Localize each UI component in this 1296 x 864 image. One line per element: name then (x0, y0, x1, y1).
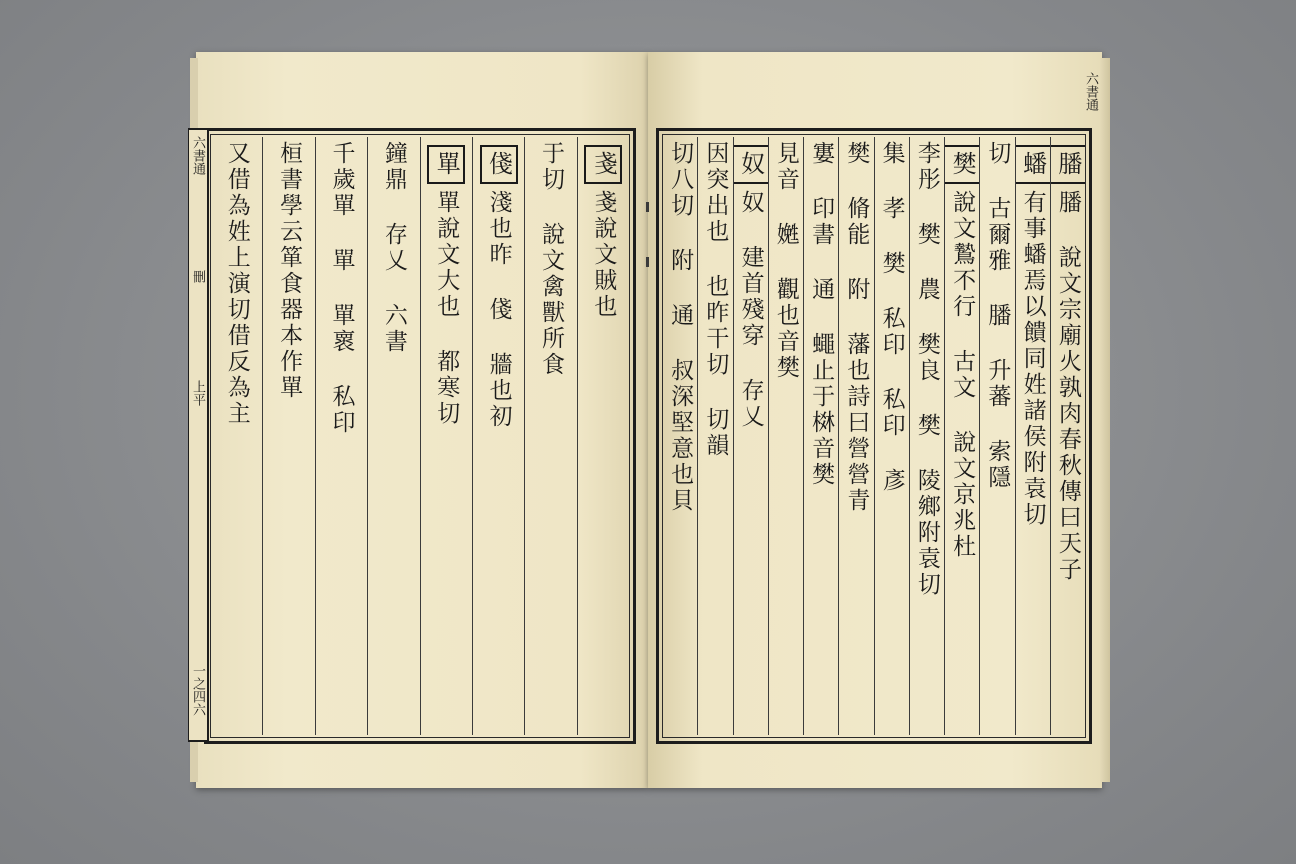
left-page-frame (204, 128, 636, 744)
text-column (909, 137, 944, 735)
column-body: 寠 印書 通 蠅止于棥音樊 (808, 141, 835, 488)
column-body: 于切 說文禽獸所食 (537, 141, 564, 378)
column-text (316, 137, 367, 735)
column-text (769, 137, 803, 735)
text-column (524, 137, 576, 735)
column-body: 因突出也 也昨干切 切韻 (702, 141, 729, 459)
text-column (874, 137, 909, 735)
column-body: 說文鷙不行 古文 說文京兆杜 (949, 190, 976, 560)
left-page-columns (211, 137, 629, 735)
column-text (734, 137, 768, 735)
column-text (875, 137, 909, 735)
open-book (190, 52, 1102, 788)
right-page-edge (1100, 58, 1110, 782)
section-label: 刪 (190, 270, 205, 283)
column-text (980, 137, 1014, 735)
right-page-frame (656, 128, 1092, 744)
column-body: 李彤 樊 農 樊良 樊 陵鄉附袁切 (913, 141, 940, 598)
headword-box: 俴 (480, 145, 518, 184)
column-body: 膰 說文宗廟火孰肉春秋傳曰天子 (1054, 190, 1081, 583)
column-body: 又借為姓上演切借反為主 (223, 141, 250, 427)
column-text (263, 137, 314, 735)
column-body: 戔說文賊也 (590, 190, 617, 320)
text-column (768, 137, 803, 735)
column-body: 千歲單 單 單褱 私印 (328, 141, 355, 436)
text-column (262, 137, 314, 735)
column-text (211, 137, 262, 735)
headword-box: 膰 (1050, 145, 1085, 184)
page-number: 一之四六 (190, 664, 205, 716)
text-column (211, 137, 262, 735)
text-column (1050, 137, 1085, 735)
text-column (979, 137, 1014, 735)
text-column (577, 137, 629, 735)
column-text (945, 137, 979, 735)
headword-box: 奴 (733, 145, 768, 184)
column-body: 鐘鼎 存乂 六書 (380, 141, 407, 355)
column-body: 切八切 附 通 叔深堅意也貝 (667, 141, 694, 514)
right-page-columns (663, 137, 1085, 735)
text-column (697, 137, 732, 735)
headword-box: 戔 (584, 145, 622, 184)
headword-box: 樊 (944, 145, 979, 184)
right-page (648, 52, 1102, 788)
text-column (733, 137, 768, 735)
column-text (368, 137, 419, 735)
column-text (1016, 137, 1050, 735)
column-body: 見音 嬎 觀也音樊 (772, 141, 799, 381)
text-column (420, 137, 472, 735)
tone-label: 上平 (190, 380, 205, 406)
book-title-label: 六書通 (190, 136, 205, 175)
left-page-fore-edge-label (188, 128, 209, 742)
column-body: 淺也昨 俴 牆也初 (485, 190, 512, 430)
column-text (473, 137, 524, 735)
column-text (578, 137, 629, 735)
text-column (367, 137, 419, 735)
text-column (1015, 137, 1050, 735)
column-text (421, 137, 472, 735)
right-page-fore-edge-label (1083, 72, 1100, 738)
book-title-label-right: 六書通 (1083, 72, 1098, 111)
column-body: 桓書學云箪食器本作單 (276, 141, 303, 401)
text-column (472, 137, 524, 735)
column-text (910, 137, 944, 735)
binding-thread-upper (646, 257, 649, 267)
text-column (315, 137, 367, 735)
column-text (525, 137, 576, 735)
text-column (838, 137, 873, 735)
column-text (663, 137, 697, 735)
column-text (698, 137, 732, 735)
column-body: 有事蟠焉以饋同姓諸侯附袁切 (1019, 190, 1046, 528)
column-text (804, 137, 838, 735)
column-body: 單說文大也 都寒切 (433, 190, 460, 427)
text-column (663, 137, 697, 735)
column-body: 樊 脩能 附 藩也詩曰營營青 (843, 141, 870, 514)
column-body: 集 孝 樊 私印 私印 彥 (878, 141, 905, 494)
text-column (944, 137, 979, 735)
headword-box: 蟠 (1015, 145, 1050, 184)
column-body: 切 古爾雅 膰 升蕃 索隱 (984, 141, 1011, 491)
headword-box: 單 (427, 145, 465, 184)
left-page (196, 52, 648, 788)
column-body: 奴 建首殘穿 存乂 (737, 190, 764, 430)
text-column (803, 137, 838, 735)
column-text (839, 137, 873, 735)
binding-thread-top (646, 202, 649, 212)
column-text (1051, 137, 1085, 735)
